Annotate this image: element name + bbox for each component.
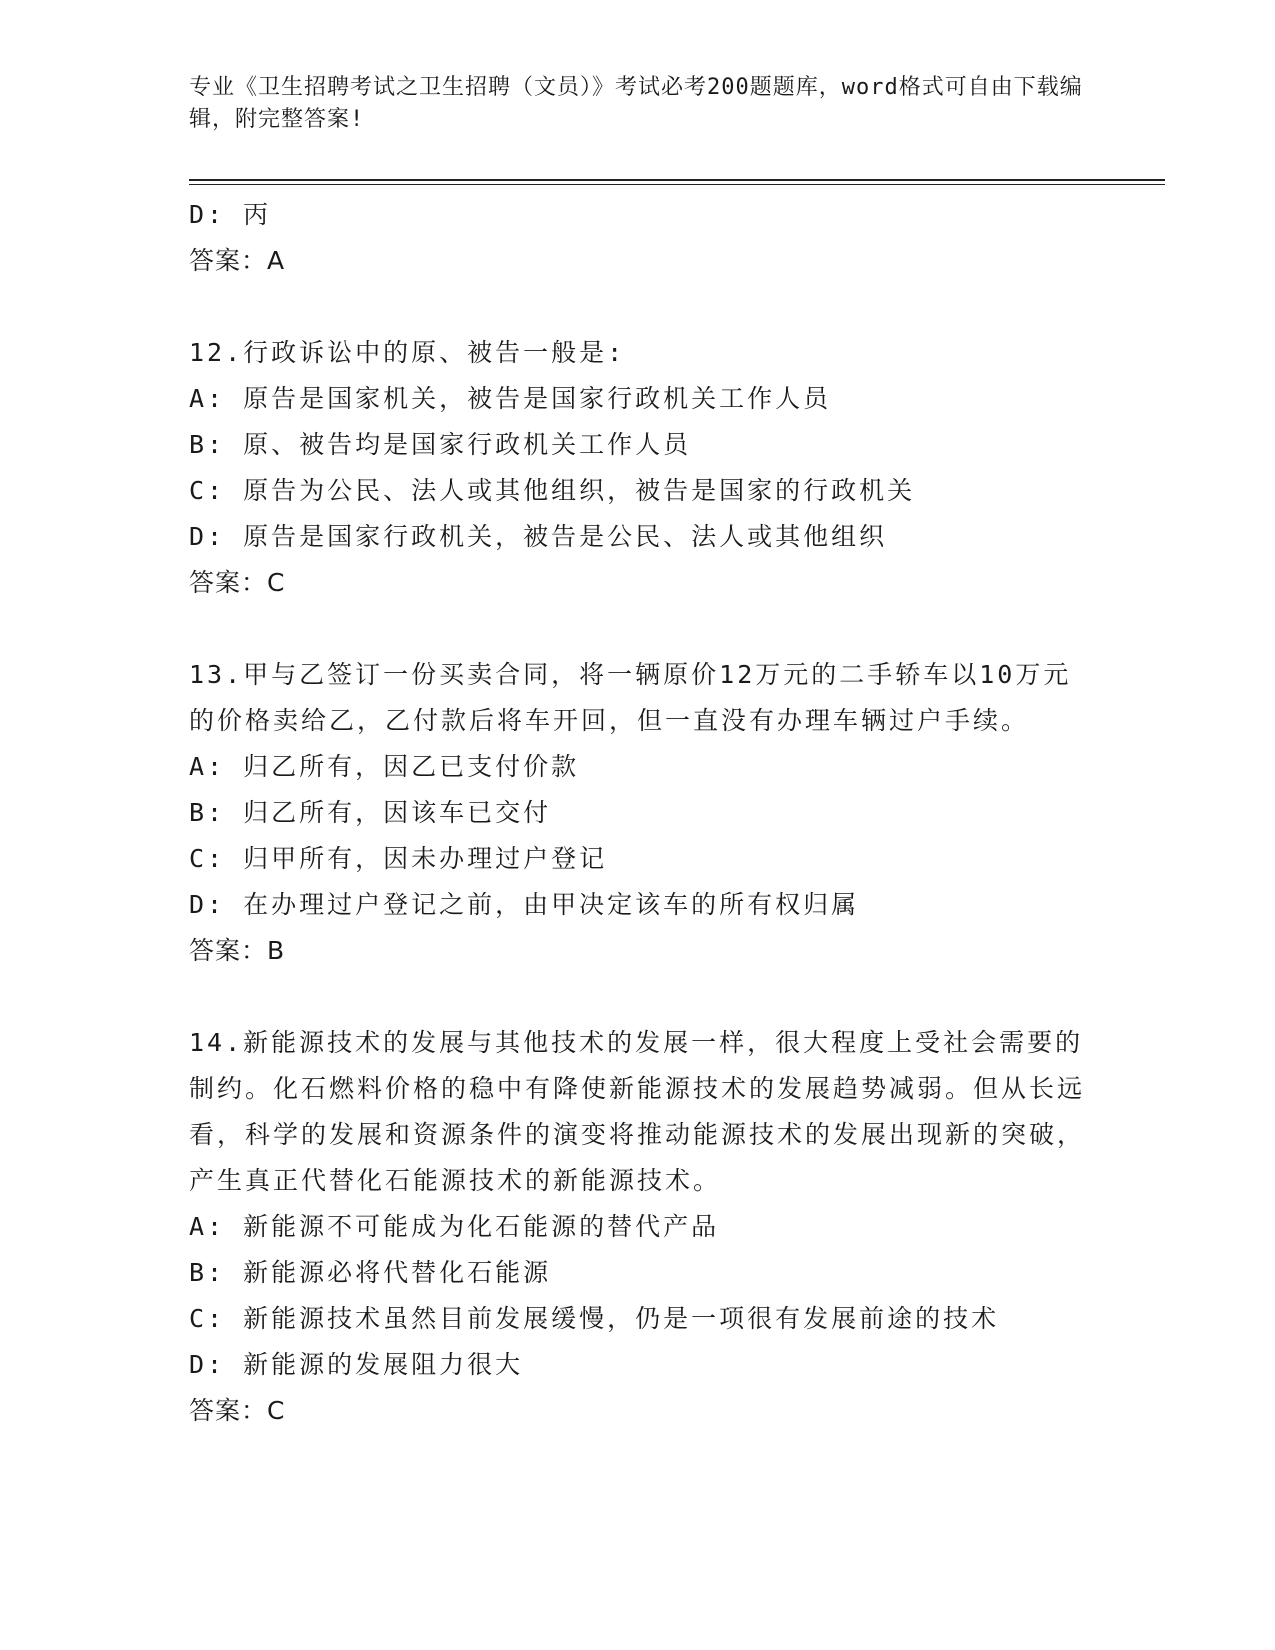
question-content [189,192,1089,1434]
header-rule-thick [189,179,1165,181]
question-stem: 14.新能源技术的发展与其他技术的发展一样，很大程度上受社会需要的制约。化石燃料价格的稳中有降使新能源技术的发展趋势减弱。但从长远看，科学的发展和资源条件的演变将推动能源技术的发展出现新的突破，产生真正代替化石能源技术的新能源技术。 [189,1028,1086,1195]
option-d: D: 新能源的发展阻力很大 [189,1350,524,1379]
question-14 [189,1020,1089,1434]
option-d: D: 原告是国家行政机关，被告是公民、法人或其他组织 [189,522,888,551]
question-13 [189,652,1089,974]
option-c: C: 归甲所有，因未办理过户登记 [189,844,608,873]
answer-line: 答案：C [189,1396,286,1425]
answer-line: 答案：B [189,936,286,965]
question-11 [189,192,1089,284]
option-c: C: 新能源技术虽然目前发展缓慢，仍是一项很有发展前途的技术 [189,1304,1000,1333]
spacer [189,974,1089,1020]
option-c: C: 原告为公民、法人或其他组织，被告是国家的行政机关 [189,476,916,505]
question-12 [189,330,1089,606]
spacer [189,284,1089,330]
option-b: B: 原、被告均是国家行政机关工作人员 [189,430,692,459]
option-a: A: 新能源不可能成为化石能源的替代产品 [189,1212,720,1241]
spacer [189,606,1089,652]
answer-line: 答案：A [189,246,286,275]
option-d: D: 在办理过户登记之前，由甲决定该车的所有权归属 [189,890,860,919]
document-header: 专业《卫生招聘考试之卫生招聘（文员）》考试必考200题题库，word格式可自由下载编辑，附完整答案! [189,75,1083,132]
option-d: D: 丙 [189,200,272,229]
answer-line: 答案：C [189,568,286,597]
option-a: A: 归乙所有，因乙已支付价款 [189,752,580,781]
header-rule-thin [189,184,1165,185]
option-b: B: 新能源必将代替化石能源 [189,1258,552,1287]
option-a: A: 原告是国家机关，被告是国家行政机关工作人员 [189,384,832,413]
option-b: B: 归乙所有，因该车已交付 [189,798,552,827]
question-stem: 12.行政诉讼中的原、被告一般是: [189,338,626,367]
question-stem: 13.甲与乙签订一份买卖合同，将一辆原价12万元的二手轿车以10万元的价格卖给乙，乙付款后将车开回，但一直没有办理车辆过户手续。 [189,660,1072,735]
